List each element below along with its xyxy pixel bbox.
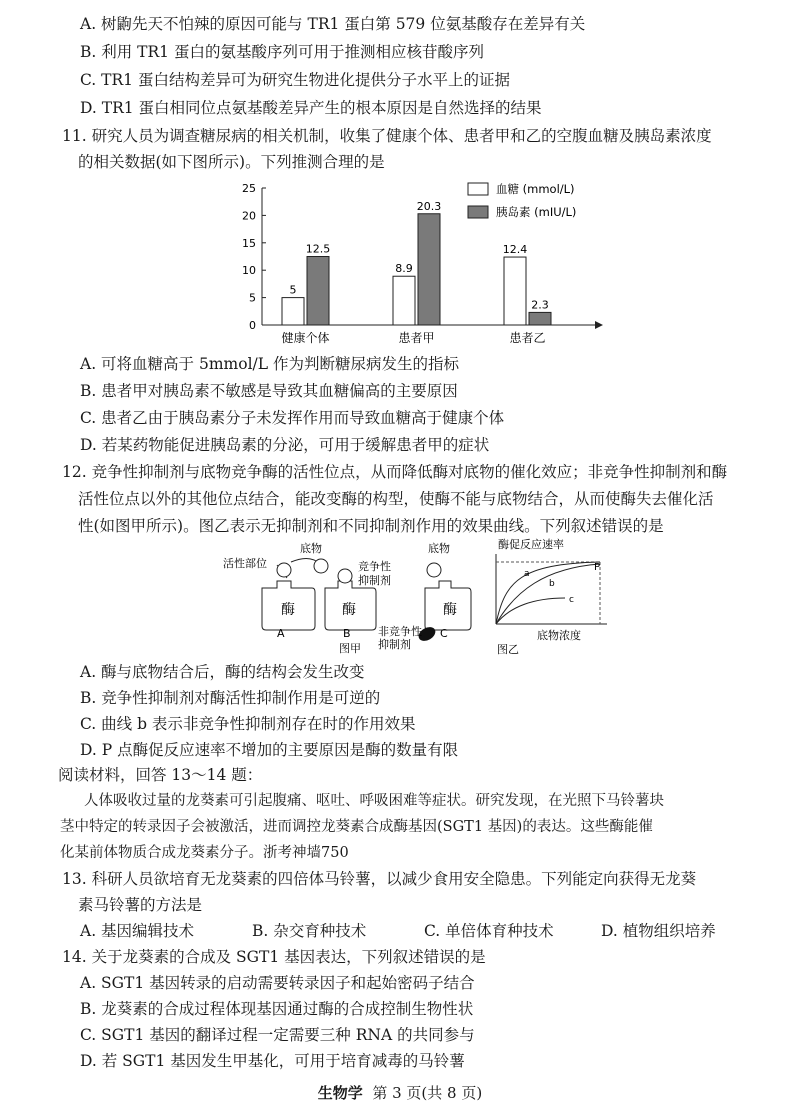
curve-label-c: c [569, 595, 574, 605]
label-noncompetitive-2: 抑制剂 [378, 638, 411, 651]
q12-stem-line1: 12. 竞争性抑制剂与底物竞争酶的活性位点，从而降低酶对底物的催化效应；非竞争性抑制剂和酶 [62, 463, 728, 481]
bar-value-label: 8.9 [395, 262, 413, 276]
label-a: A [277, 627, 285, 640]
label-active-site: 活性部位 [223, 557, 267, 570]
label-c: C [440, 627, 448, 640]
q14-option-c: C. SGT1 基因的翻译过程一定需要三种 RNA 的共同参与 [80, 1026, 475, 1044]
q10-option-b: B. 利用 TR1 蛋白的氨基酸序列可用于推测相应核苷酸序列 [80, 43, 484, 61]
enzyme-label-a: 酶 [281, 602, 295, 618]
q14-option-d: D. 若 SGT1 基因发生甲基化，可用于培育减毒的马铃薯 [80, 1052, 465, 1070]
x-category-label: 健康个体 [281, 331, 330, 345]
y-tick-label: 20 [242, 209, 256, 223]
bar-glucose [504, 257, 526, 325]
bar-value-label: 12.4 [502, 243, 528, 257]
legend-label-glucose: 血糖 (mmol/L) [496, 182, 575, 196]
q12-option-d: D. P 点酶促反应速率不增加的主要原因是酶的数量有限 [80, 741, 459, 759]
axis-label-rate: 酶促反应速率 [498, 538, 564, 551]
footer-subject: 生物学 [317, 1084, 363, 1102]
label-substrate: 底物 [300, 542, 322, 555]
reading-line3: 化某前体物质合成龙葵素分子。浙考神墙750 [60, 845, 349, 861]
q11-option-b: B. 患者甲对胰岛素不敏感是导致其血糖偏高的主要原因 [80, 382, 458, 400]
q14-option-b: B. 龙葵素的合成过程体现基因通过酶的合成控制生物性状 [80, 1000, 474, 1018]
chart-bars [282, 214, 551, 325]
y-tick-label: 5 [249, 291, 256, 305]
curve-a [496, 562, 600, 624]
label-competitive-2: 抑制剂 [358, 574, 391, 587]
curve-b [496, 564, 600, 624]
q11-option-c: C. 患者乙由于胰岛素分子未发挥作用而导致血糖高于健康个体 [80, 409, 505, 427]
q12-option-c: C. 曲线 b 表示非竞争性抑制剂存在时的作用效果 [80, 715, 416, 733]
legend-label-insulin: 胰岛素 (mIU/L) [496, 205, 577, 219]
q13-options [80, 919, 716, 943]
q10-option-c: C. TR1 蛋白结构差异可为研究生物进化提供分子水平上的证据 [80, 71, 510, 89]
y-tick-label: 25 [242, 182, 256, 195]
q13-option-c: C. 单倍体育种技术 [424, 922, 554, 940]
curve-label-a: a [524, 569, 530, 579]
enzyme-label-c: 酶 [443, 602, 457, 618]
reading-line1: 人体吸收过量的龙葵素可引起腹痛、呕吐、呼吸困难等症状。研究发现，在光照下马铃薯块 [84, 793, 664, 809]
q11-stem-line2: 的相关数据(如下图所示)。下列推测合理的是 [78, 153, 385, 171]
label-substrate-2: 底物 [428, 542, 450, 555]
point-p-label: P [594, 562, 601, 573]
q12-option-b: B. 竞争性抑制剂对酶活性抑制作用是可逆的 [80, 689, 381, 707]
chart-x-labels [281, 330, 545, 345]
footer-page-number: 第 3 页(共 8 页) [372, 1084, 483, 1102]
bar-insulin [418, 214, 440, 325]
label-fig-yi: 图乙 [497, 643, 519, 656]
q14-stem: 14. 关于龙葵素的合成及 SGT1 基因表达，下列叙述错误的是 [62, 948, 486, 966]
q11-stem-line1: 11. 研究人员为调查糖尿病的相关机制，收集了健康个体、患者甲和乙的空腹血糖及胰岛素浓度 [62, 127, 712, 145]
bar-glucose [393, 276, 415, 325]
page-footer [0, 1082, 800, 1103]
q12-option-a: A. 酶与底物结合后，酶的结构会发生改变 [80, 663, 365, 681]
bar-value-label: 5 [289, 283, 297, 297]
q13-stem-line1: 13. 科研人员欲培育无龙葵素的四倍体马铃薯，以减少食用安全隐患。下列能定向获得无龙葵 [62, 870, 697, 888]
enzyme-a [262, 563, 315, 630]
q12-enzyme-diagram [215, 536, 615, 660]
bar-glucose [282, 298, 304, 325]
legend-swatch-insulin [468, 206, 488, 218]
bar-value-label: 2.3 [531, 298, 549, 312]
label-fig-jia: 图甲 [339, 642, 361, 655]
y-tick-label: 10 [242, 264, 256, 278]
q10-option-a: A. 树鼩先天不怕辣的原因可能与 TR1 蛋白第 579 位氨基酸存在差异有关 [80, 15, 586, 33]
q11-bar-chart [225, 178, 605, 348]
axis-label-concentration: 底物浓度 [537, 629, 581, 642]
x-category-label: 患者乙 [509, 331, 546, 345]
reading-line2: 茎中特定的转录因子会被激活，进而调控龙葵素合成酶基因(SGT1 基因)的表达。这些酶能催 [60, 819, 653, 835]
y-tick-label: 15 [242, 236, 256, 250]
label-noncompetitive-1: 非竞争性 [378, 625, 422, 638]
label-competitive-1: 竞争性 [358, 560, 391, 573]
legend-swatch-glucose [468, 183, 488, 195]
curve-label-b: b [549, 579, 555, 589]
q13-stem-line2: 素马铃薯的方法是 [78, 896, 203, 914]
label-b: B [343, 627, 351, 640]
q11-option-a: A. 可将血糖高于 5mmol/L 作为判断糖尿病发生的指标 [80, 355, 459, 373]
curve-c [496, 598, 565, 624]
bar-insulin [529, 312, 551, 325]
q13-option-b: B. 杂交育种技术 [252, 922, 367, 940]
enzyme-label-b: 酶 [342, 602, 356, 618]
q13-option-a: A. 基因编辑技术 [80, 922, 195, 940]
q11-option-d: D. 若某药物能促进胰岛素的分泌，可用于缓解患者甲的症状 [80, 436, 490, 454]
q12-stem-line2: 活性位点以外的其他位点结合，能改变酶的构型，使酶不能与底物结合，从而使酶失去催化活 [78, 490, 714, 508]
q10-option-d: D. TR1 蛋白相同位点氨基酸差异产生的根本原因是自然选择的结果 [80, 99, 542, 117]
reading-intro: 阅读材料，回答 13～14 题： [58, 766, 263, 784]
q13-option-d: D. 植物组织培养 [601, 922, 716, 940]
chart-legend [468, 182, 576, 219]
x-category-label: 患者甲 [398, 331, 435, 345]
q14-option-a: A. SGT1 基因转录的启动需要转录因子和起始密码子结合 [80, 974, 475, 992]
y-tick-label: 0 [249, 319, 256, 332]
bar-value-label: 12.5 [305, 242, 331, 256]
q12-stem-line3: 性(如图甲所示)。图乙表示无抑制剂和不同抑制剂作用的效果曲线。下列叙述错误的是 [78, 517, 664, 535]
bar-value-label: 20.3 [416, 199, 442, 213]
bar-insulin [307, 257, 329, 326]
